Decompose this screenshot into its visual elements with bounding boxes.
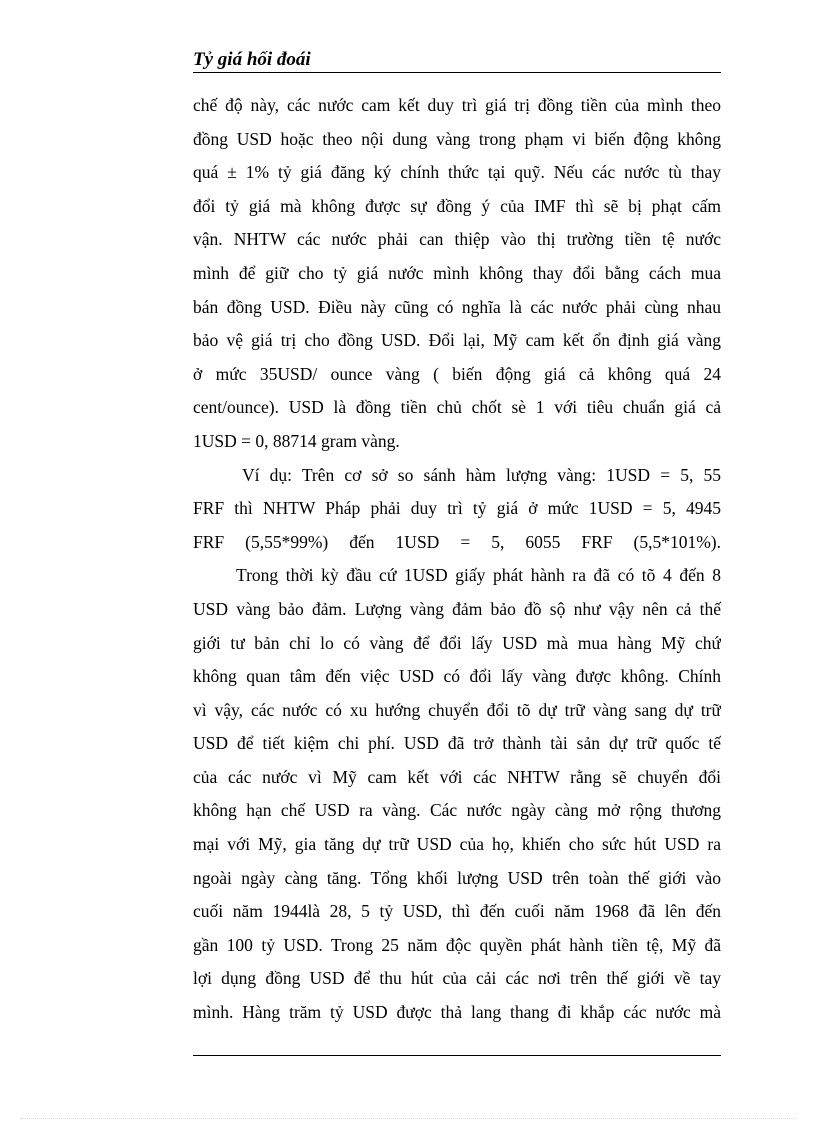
text-line: mình để giữ cho tỷ giá nước mình không thay đổi bằng cách mua xyxy=(193,262,721,283)
text-line: Ví dụ: Trên cơ sở so sánh hàm lượng vàng: 1USD = 5, 55 xyxy=(242,464,721,485)
text-line: bán đồng USD. Điều này cũng có nghĩa là các nước phải cùng nhau xyxy=(193,296,721,317)
text-line: của các nước vì Mỹ cam kết với các NHTW rằng sẽ chuyển đổi xyxy=(193,766,721,787)
text-line: không hạn chế USD ra vàng. Các nước ngày càng mở rộng thương xyxy=(193,800,721,821)
text-line: 1USD = 0, 88714 gram vàng. xyxy=(193,430,400,451)
text-line: cent/ounce). USD là đồng tiền chủ chốt sè 1 với tiêu chuẩn giá cả xyxy=(193,397,721,418)
text-line: lợi dụng đồng USD để thu hút của cải các nơi trên thế giới về tay xyxy=(193,968,721,989)
text-line: mình. Hàng trăm tỷ USD được thả lang thang đi khắp các nước mà xyxy=(193,1002,721,1023)
paragraph-2 xyxy=(193,460,721,557)
text-line: vận. NHTW các nước phải can thiệp vào thị trường tiền tệ nước xyxy=(193,229,721,250)
body-text xyxy=(193,90,721,1031)
text-line: quá ± 1% tỷ giá đăng ký chính thức tại quỹ. Nếu các nước tù thay xyxy=(193,162,721,183)
paragraph-1 xyxy=(193,90,721,456)
text-line: đồng USD hoặc theo nội dung vàng trong phạm vi biến động không xyxy=(193,128,721,149)
text-line: không quan tâm đến việc USD có đổi lấy vàng được không. Chính xyxy=(193,666,721,687)
text-line: mại với Mỹ, gia tăng dự trữ USD của họ, khiến cho sức hút USD ra xyxy=(193,834,721,855)
text-line: USD vàng bảo đảm. Lượng vàng đảm bảo đồ sộ như vậy nên cả thế xyxy=(193,598,721,619)
text-line: đổi tỷ giá mà không được sự đồng ý của IMF thì sẽ bị phạt cấm xyxy=(193,195,721,216)
text-line: chế độ này, các nước cam kết duy trì giá trị đồng tiền của mình theo xyxy=(193,95,721,115)
text-line: Trong thời kỳ đầu cứ 1USD giấy phát hành ra đã có tõ 4 đến 8 xyxy=(236,565,721,586)
text-line: vì vậy, các nước có xu hướng chuyển đổi tõ dự trữ vàng sang dự trữ xyxy=(193,699,721,720)
header-title: Tỷ giá hối đoái xyxy=(193,49,311,70)
text-line: ở mức 35USD/ ounce vàng ( biến động giá cả không quá 24 xyxy=(193,363,721,384)
text-line: bảo vệ giá trị cho đồng USD. Đổi lại, Mỹ cam kết ổn định giá vàng xyxy=(193,330,721,351)
text-line: cuối năm 1944là 28, 5 tỷ USD, thì đến cuối năm 1968 đã lên đến xyxy=(193,901,721,922)
footer-rule xyxy=(193,1055,721,1056)
page-edge-divider xyxy=(20,1118,796,1119)
text-line: ngoài ngày càng tăng. Tổng khối lượng USD trên toàn thế giới vào xyxy=(193,867,721,888)
paragraph-3 xyxy=(193,560,721,1027)
text-line: giới tư bản chỉ lo có vàng để đổi lấy USD mà mua hàng Mỹ chứ xyxy=(193,632,721,653)
text-line: FRF thì NHTW Pháp phải duy trì tỷ giá ở mức 1USD = 5, 4945 xyxy=(193,498,721,519)
text-line: FRF (5,55*99%) đến 1USD = 5, 6055 FRF (5,5*101%). xyxy=(193,531,721,552)
text-line: gần 100 tỷ USD. Trong 25 năm độc quyền phát hành tiền tệ, Mỹ đã xyxy=(193,934,721,955)
running-header xyxy=(193,48,721,73)
text-line: USD để tiết kiệm chi phí. USD đã trở thành tài sản dự trữ quốc tế xyxy=(193,733,721,754)
